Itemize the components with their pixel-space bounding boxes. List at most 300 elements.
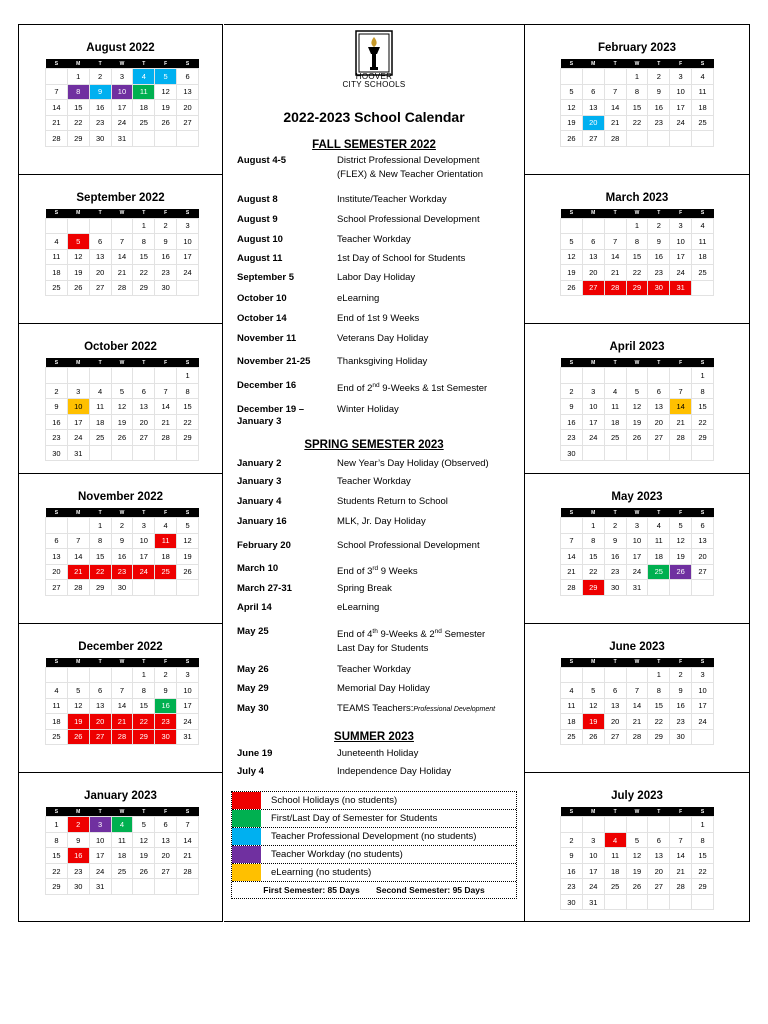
event-date-line: May 25	[237, 626, 269, 637]
day-cell	[111, 368, 133, 384]
day-cell: 16	[604, 549, 626, 565]
day-cell: 8	[626, 234, 648, 250]
first-semester-days: First Semester: 85 Days	[263, 885, 360, 895]
weekday-header: W	[626, 358, 648, 368]
page-title: 2022-2023 School Calendar	[283, 109, 465, 125]
event-desc-text: MLK, Jr. Day Holiday	[337, 516, 426, 527]
day-cell: 17	[582, 863, 604, 879]
day-cell: 19	[670, 549, 692, 565]
semester-day-counts	[232, 885, 516, 895]
day-cell: 11	[692, 234, 714, 250]
event-desc-text: Teacher Workday	[337, 234, 411, 245]
day-cell	[692, 894, 714, 910]
event-date	[237, 664, 269, 676]
day-cell: 24	[177, 714, 199, 730]
day-cell: 17	[177, 698, 199, 714]
day-cell: 28	[604, 131, 626, 147]
day-cell: 28	[155, 430, 177, 446]
event-date	[237, 540, 291, 552]
day-cell: 6	[133, 383, 155, 399]
events-panel	[224, 24, 524, 922]
day-cell	[155, 879, 177, 895]
weekday-header: F	[670, 508, 692, 518]
day-cell: 3	[582, 383, 604, 399]
day-cell: 17	[89, 848, 111, 864]
weekday-header: T	[133, 807, 155, 817]
day-cell: 24	[582, 430, 604, 446]
weekday-header: M	[582, 358, 604, 368]
legend-label: eLearning (no students)	[271, 867, 372, 878]
day-cell: 7	[561, 533, 583, 549]
day-cell: 26	[177, 564, 199, 580]
day-cell: 20	[89, 714, 111, 730]
day-cell: 24	[582, 879, 604, 895]
day-cell	[111, 879, 133, 895]
day-cell: 5	[626, 832, 648, 848]
day-cell	[133, 445, 155, 461]
day-cell: 13	[89, 249, 111, 265]
weekday-header: M	[67, 508, 89, 518]
month-grid	[560, 209, 714, 297]
event-desc-line2: (FLEX) & New Teacher Orientation	[337, 169, 484, 180]
day-cell: 2	[155, 218, 177, 234]
day-cell: 4	[46, 234, 68, 250]
day-cell: 18	[155, 549, 177, 565]
day-cell: 12	[111, 399, 133, 415]
day-cell: 18	[111, 848, 133, 864]
day-cell: 26	[626, 879, 648, 895]
day-cell: 25	[604, 430, 626, 446]
weekday-header: M	[582, 807, 604, 817]
weekday-header: S	[46, 807, 68, 817]
day-cell: 22	[177, 414, 199, 430]
day-cell: 24	[111, 115, 133, 131]
day-cell: 19	[133, 848, 155, 864]
month-grid	[560, 807, 714, 910]
event-description	[337, 601, 517, 615]
day-cell: 8	[67, 84, 89, 100]
day-cell	[67, 368, 89, 384]
event-desc-text: Winter Holiday	[337, 404, 399, 415]
day-cell: 7	[670, 832, 692, 848]
event-date	[237, 356, 310, 368]
day-cell: 17	[177, 249, 199, 265]
event-desc-part: th	[372, 628, 378, 635]
day-cell: 20	[133, 414, 155, 430]
day-cell: 27	[582, 131, 604, 147]
day-cell	[561, 667, 583, 683]
day-cell: 14	[604, 100, 626, 116]
day-cell: 6	[46, 533, 68, 549]
event-desc-part: 9-Weeks & 2	[377, 629, 435, 641]
month-cell	[525, 624, 749, 774]
month-grid	[560, 658, 714, 746]
day-cell: 12	[177, 533, 199, 549]
day-cell	[561, 518, 583, 534]
day-cell: 16	[648, 249, 670, 265]
weekday-header: S	[692, 59, 714, 69]
day-cell: 29	[46, 879, 68, 895]
day-cell: 5	[561, 234, 583, 250]
day-cell: 7	[46, 84, 68, 100]
day-cell: 16	[155, 249, 177, 265]
day-cell: 16	[155, 698, 177, 714]
day-cell	[670, 817, 692, 833]
day-cell	[133, 879, 155, 895]
legend-swatch	[232, 864, 261, 881]
day-cell: 14	[155, 399, 177, 415]
month-grid	[45, 358, 199, 461]
event-desc-text: Thanksgiving Holiday	[337, 356, 428, 367]
day-cell: 10	[111, 84, 133, 100]
month-title: December 2022	[78, 640, 163, 653]
weekday-header: M	[67, 209, 89, 219]
weekday-header: W	[626, 508, 648, 518]
day-cell: 30	[67, 879, 89, 895]
day-cell: 20	[604, 714, 626, 730]
weekday-header: S	[177, 209, 199, 219]
event-description	[337, 154, 517, 182]
day-cell: 11	[648, 533, 670, 549]
event-description	[337, 747, 517, 761]
day-cell: 14	[670, 399, 692, 415]
day-cell: 28	[111, 280, 133, 296]
day-cell	[626, 894, 648, 910]
event-date-line2: January 3	[237, 416, 282, 427]
day-cell: 4	[561, 683, 583, 699]
month-title: August 2022	[86, 42, 155, 54]
weekday-header: S	[561, 658, 583, 668]
day-cell: 9	[604, 533, 626, 549]
second-semester-days: Second Semester: 95 Days	[376, 885, 485, 895]
day-cell: 17	[133, 549, 155, 565]
day-cell	[604, 69, 626, 85]
day-cell: 22	[582, 564, 604, 580]
month-title: February 2023	[598, 42, 676, 54]
day-cell	[626, 667, 648, 683]
event-date-line: March 27-31	[237, 583, 292, 594]
weekday-header: T	[604, 807, 626, 817]
day-cell: 5	[133, 817, 155, 833]
day-cell: 17	[582, 414, 604, 430]
day-cell	[604, 667, 626, 683]
event-desc-text: Students Return to School	[337, 496, 448, 507]
event-date-line: April 14	[237, 602, 272, 613]
event-desc-text: Juneteenth Holiday	[337, 748, 419, 759]
logo-text	[334, 73, 414, 89]
month-title: July 2023	[611, 790, 663, 803]
day-cell: 11	[111, 832, 133, 848]
weekday-header: T	[133, 658, 155, 668]
day-cell: 24	[177, 265, 199, 281]
day-cell: 13	[89, 698, 111, 714]
day-cell	[692, 280, 714, 296]
day-cell	[67, 218, 89, 234]
day-cell	[648, 817, 670, 833]
day-cell: 24	[670, 115, 692, 131]
day-cell: 10	[177, 234, 199, 250]
day-cell: 8	[582, 533, 604, 549]
day-cell: 13	[155, 832, 177, 848]
event-desc-text: End of 1st 9 Weeks	[337, 313, 420, 324]
day-cell: 26	[67, 280, 89, 296]
day-cell	[177, 131, 199, 147]
day-cell: 28	[670, 879, 692, 895]
day-cell: 29	[67, 131, 89, 147]
torch-logo-icon	[355, 30, 393, 76]
day-cell	[692, 131, 714, 147]
event-date	[237, 766, 264, 778]
day-cell: 9	[670, 683, 692, 699]
day-cell: 28	[626, 729, 648, 745]
right-months-column	[524, 24, 750, 922]
day-cell: 23	[648, 265, 670, 281]
day-cell: 15	[582, 549, 604, 565]
day-cell: 29	[692, 879, 714, 895]
day-cell	[111, 667, 133, 683]
day-cell: 15	[133, 249, 155, 265]
day-cell: 17	[692, 698, 714, 714]
day-cell: 14	[561, 549, 583, 565]
day-cell: 4	[46, 683, 68, 699]
day-cell	[670, 131, 692, 147]
event-description	[337, 582, 517, 596]
day-cell	[133, 131, 155, 147]
day-cell: 13	[692, 533, 714, 549]
day-cell: 6	[648, 832, 670, 848]
month-grid	[560, 508, 714, 596]
day-cell: 8	[177, 383, 199, 399]
day-cell: 9	[155, 683, 177, 699]
event-description	[337, 332, 517, 346]
day-cell	[604, 817, 626, 833]
weekday-header: M	[582, 658, 604, 668]
day-cell	[648, 445, 670, 461]
day-cell: 15	[46, 848, 68, 864]
day-cell: 22	[67, 115, 89, 131]
day-cell: 5	[67, 234, 89, 250]
day-cell: 3	[133, 518, 155, 534]
day-cell: 9	[648, 84, 670, 100]
day-cell: 23	[111, 564, 133, 580]
day-cell: 23	[604, 564, 626, 580]
weekday-header: W	[111, 209, 133, 219]
event-description	[337, 765, 517, 779]
event-description	[337, 682, 517, 696]
event-date	[237, 516, 287, 528]
weekday-header: S	[46, 358, 68, 368]
day-cell: 11	[692, 84, 714, 100]
event-date-line: October 10	[237, 293, 287, 304]
day-cell: 8	[692, 383, 714, 399]
day-cell: 22	[626, 265, 648, 281]
event-desc-text: School Professional Development	[337, 540, 480, 551]
day-cell: 18	[604, 414, 626, 430]
event-date-line: August 11	[237, 253, 283, 264]
month-cell	[19, 25, 222, 175]
day-cell: 8	[89, 533, 111, 549]
month-grid	[45, 508, 199, 596]
day-cell	[177, 580, 199, 596]
day-cell	[89, 368, 111, 384]
day-cell: 20	[177, 100, 199, 116]
event-date-line: December 19 –	[237, 404, 305, 415]
event-description	[337, 403, 517, 417]
legend-row	[232, 810, 516, 828]
day-cell: 23	[670, 714, 692, 730]
day-cell: 5	[561, 84, 583, 100]
event-date	[237, 404, 304, 428]
month-title: January 2023	[84, 790, 157, 803]
day-cell: 12	[670, 533, 692, 549]
weekday-header: T	[648, 508, 670, 518]
month-title: October 2022	[84, 341, 157, 354]
event-date-line: January 3	[237, 476, 282, 487]
day-cell: 15	[648, 698, 670, 714]
weekday-header: F	[155, 358, 177, 368]
day-cell: 31	[177, 729, 199, 745]
day-cell: 30	[89, 131, 111, 147]
day-cell	[604, 445, 626, 461]
day-cell	[89, 445, 111, 461]
day-cell: 22	[692, 863, 714, 879]
legend-label: Teacher Professional Development (no students)	[271, 831, 477, 842]
day-cell: 26	[561, 280, 583, 296]
day-cell: 9	[67, 832, 89, 848]
day-cell: 3	[670, 69, 692, 85]
event-desc-text: District Professional Development	[337, 155, 480, 166]
weekday-header: S	[177, 508, 199, 518]
day-cell: 21	[670, 863, 692, 879]
day-cell: 31	[626, 580, 648, 596]
weekday-header: S	[177, 658, 199, 668]
day-cell: 7	[67, 533, 89, 549]
day-cell: 26	[561, 131, 583, 147]
day-cell: 28	[67, 580, 89, 596]
month-title: May 2023	[611, 491, 663, 503]
event-date	[237, 380, 296, 392]
weekday-header: S	[692, 508, 714, 518]
weekday-header: F	[155, 59, 177, 69]
day-cell: 17	[670, 249, 692, 265]
day-cell: 7	[604, 234, 626, 250]
day-cell: 1	[626, 218, 648, 234]
day-cell: 2	[561, 383, 583, 399]
day-cell: 6	[648, 383, 670, 399]
weekday-header: T	[89, 658, 111, 668]
month-title: April 2023	[609, 341, 665, 354]
day-cell: 13	[177, 84, 199, 100]
day-cell: 18	[692, 100, 714, 116]
day-cell: 29	[133, 729, 155, 745]
day-cell: 16	[67, 848, 89, 864]
event-date-line: July 4	[237, 766, 264, 777]
day-cell: 11	[155, 533, 177, 549]
day-cell: 13	[133, 399, 155, 415]
day-cell: 20	[648, 414, 670, 430]
event-description	[337, 193, 517, 207]
event-date-line: February 20	[237, 540, 291, 551]
day-cell: 1	[692, 817, 714, 833]
day-cell: 1	[177, 368, 199, 384]
event-desc-line2: Last Day for Students	[337, 643, 429, 655]
event-desc-text: eLearning	[337, 293, 380, 304]
day-cell: 10	[670, 234, 692, 250]
day-cell: 14	[604, 249, 626, 265]
event-desc-text: eLearning	[337, 602, 380, 613]
day-cell: 2	[89, 69, 111, 85]
day-cell: 20	[155, 848, 177, 864]
day-cell	[648, 894, 670, 910]
event-description	[337, 539, 517, 553]
month-cell	[19, 624, 222, 774]
day-cell: 31	[67, 445, 89, 461]
day-cell: 20	[46, 564, 68, 580]
day-cell: 22	[133, 714, 155, 730]
event-date	[237, 703, 269, 715]
weekday-header: T	[89, 59, 111, 69]
day-cell: 16	[111, 549, 133, 565]
month-title: September 2022	[76, 191, 165, 204]
day-cell: 24	[670, 265, 692, 281]
day-cell	[582, 368, 604, 384]
weekday-header: S	[692, 209, 714, 219]
legend-swatch	[232, 846, 261, 863]
weekday-header: S	[46, 658, 68, 668]
day-cell: 7	[177, 817, 199, 833]
day-cell: 23	[648, 115, 670, 131]
event-description	[337, 625, 517, 656]
event-date	[237, 626, 269, 638]
weekday-header: T	[604, 358, 626, 368]
day-cell: 25	[692, 265, 714, 281]
month-title: June 2023	[609, 640, 665, 653]
day-cell: 29	[582, 580, 604, 596]
day-cell: 21	[155, 414, 177, 430]
weekday-header: S	[561, 807, 583, 817]
event-description	[337, 515, 517, 529]
month-grid	[45, 658, 199, 746]
day-cell: 12	[626, 848, 648, 864]
legend-label: School Holidays (no students)	[271, 795, 398, 806]
event-description	[337, 495, 517, 509]
day-cell: 5	[582, 683, 604, 699]
day-cell: 2	[46, 383, 68, 399]
event-desc-text: TEAMS Teachers:	[337, 703, 414, 714]
day-cell: 19	[561, 115, 583, 131]
day-cell: 1	[692, 368, 714, 384]
month-title: November 2022	[77, 491, 164, 503]
day-cell: 22	[692, 414, 714, 430]
event-desc-text: School Professional Development	[337, 214, 480, 225]
day-cell	[46, 69, 68, 85]
day-cell	[582, 445, 604, 461]
event-date-line: November 21-25	[237, 356, 311, 367]
event-desc-text: Independence Day Holiday	[337, 766, 452, 777]
day-cell	[67, 518, 89, 534]
legend-row	[232, 864, 516, 882]
weekday-header: W	[111, 508, 133, 518]
day-cell: 8	[133, 234, 155, 250]
day-cell: 26	[670, 564, 692, 580]
day-cell: 18	[133, 100, 155, 116]
day-cell: 30	[155, 729, 177, 745]
day-cell: 29	[692, 430, 714, 446]
weekday-header: W	[626, 59, 648, 69]
day-cell: 1	[46, 817, 68, 833]
day-cell	[692, 729, 714, 745]
day-cell: 25	[111, 863, 133, 879]
